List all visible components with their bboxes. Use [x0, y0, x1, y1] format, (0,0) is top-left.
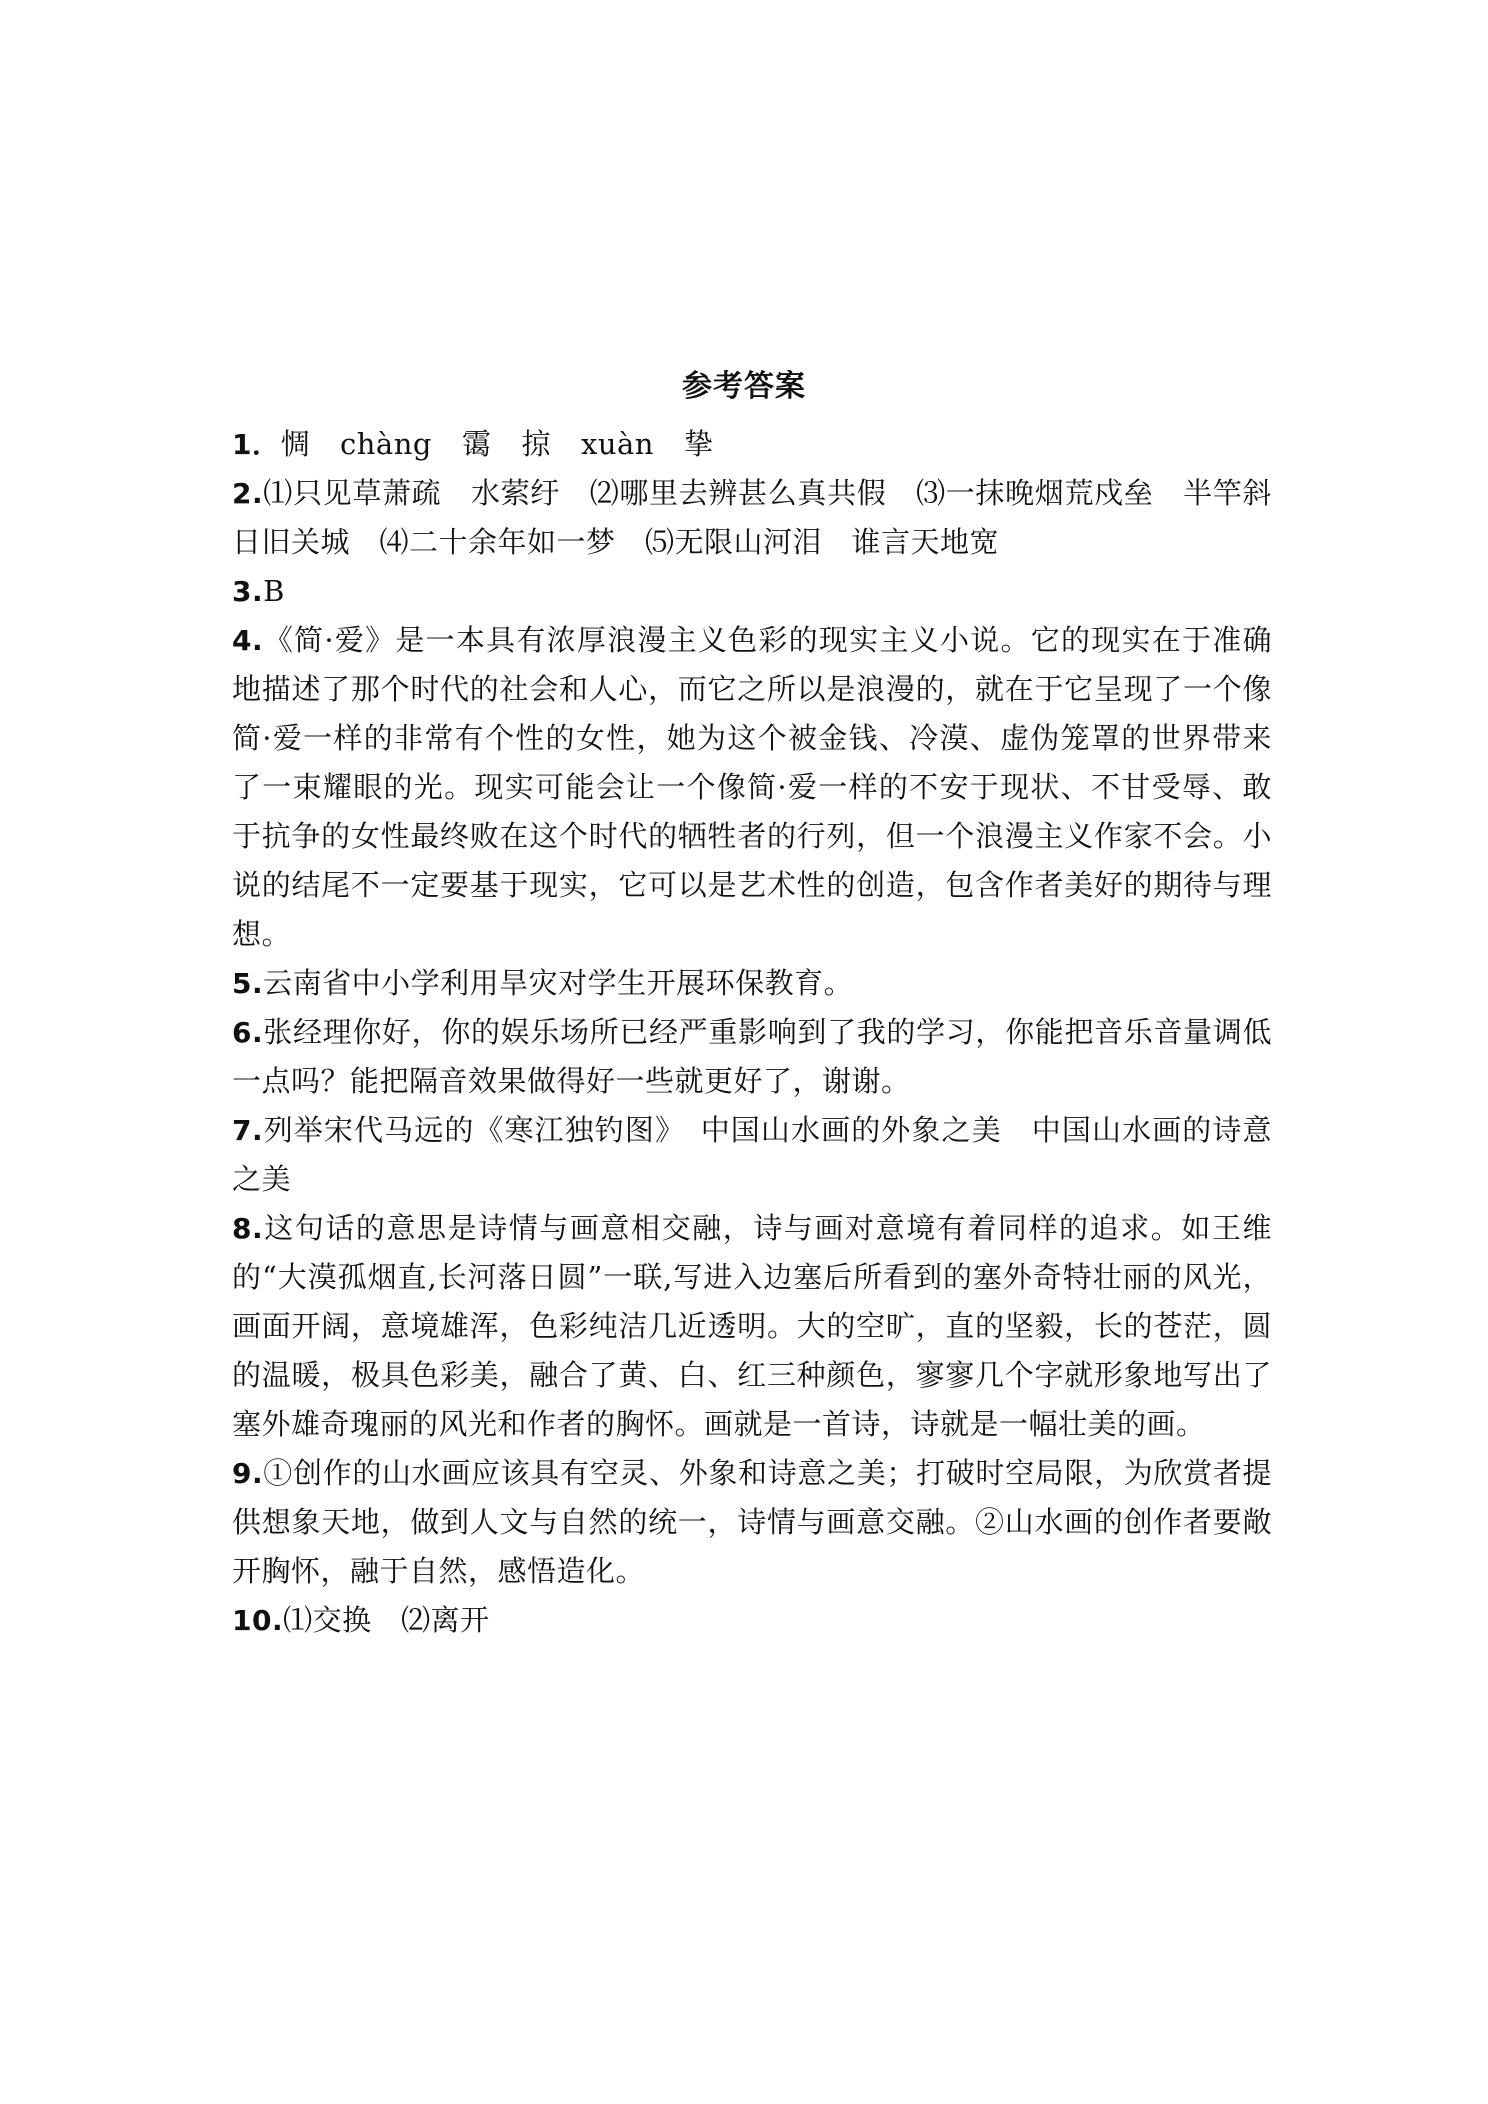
answer-list [232, 420, 1272, 1645]
answer-1-pinyin-2: xuàn [580, 427, 654, 461]
answer-number: 8. [232, 1212, 264, 1245]
answer-1-pinyin-1: chàng [340, 427, 432, 461]
answer-number: 5. [232, 967, 264, 1000]
answer-6 [232, 1008, 1272, 1106]
answer-text: ⑴只见草萧疏 水萦纡 ⑵哪里去辨甚么真共假 ⑶一抹晚烟荒戍垒 半竿斜日旧关城 ⑷二十余年如一梦 ⑸无限山河泪 谁言天地宽 [232, 476, 1272, 559]
answer-text: 云南省中小学利用旱灾对学生开展环保教育。 [263, 966, 854, 1000]
answer-number: 3. [232, 575, 264, 608]
answer-number: 4. [232, 624, 264, 657]
answer-text: ⑴交换 ⑵离开 [283, 1603, 490, 1637]
answer-3 [232, 567, 1272, 616]
answer-7 [232, 1106, 1272, 1204]
answer-number: 10. [232, 1604, 284, 1637]
answer-5 [232, 959, 1272, 1008]
answer-1-char-3: 掠 [521, 427, 551, 461]
answer-number: 2. [232, 477, 264, 510]
answer-text: 张经理你好，你的娱乐场所已经严重影响到了我的学习，你能把音乐音量调低一点吗？能把隔音效果做得好一些就更好了，谢谢。 [232, 1015, 1272, 1098]
answer-10 [232, 1596, 1272, 1645]
answer-1-char-2: 霭 [461, 427, 492, 461]
answer-9 [232, 1449, 1272, 1596]
answer-1-char-4: 挚 [683, 427, 714, 461]
page-title: 参考答案 [682, 369, 806, 404]
answer-text: ①创作的山水画应该具有空灵、外象和诗意之美；打破时空局限，为欣赏者提供想象天地，做到人文与自然的统一，诗情与画意交融。②山水画的创作者要敞开胸怀，融于自然，感悟造化。 [232, 1456, 1272, 1588]
answer-number: 9. [232, 1457, 264, 1490]
answer-4 [232, 616, 1272, 959]
answer-text: 《简·爱》是一本具有浓厚浪漫主义色彩的现实主义小说。它的现实在于准确地描述了那个时代的社会和人心，而它之所以是浪漫的，就在于它呈现了一个像简·爱一样的非常有个性的女性，她为这个被金钱、冷漠、虚伪笼罩的世界带来了一束耀眼的光。现实可能会让一个像简·爱一样的不安于现状、不甘受辱、敢于抗争的女性最终败在这个时代的牺牲者的行列，但一个浪漫主义作家不会。小说的结尾不一定要基于现实，它可以是艺术性的创造，包含作者美好的期待与理想。 [232, 623, 1272, 951]
answer-text: 列举宋代马远的《寒江独钓图》 中国山水画的外象之美 中国山水画的诗意之美 [232, 1113, 1272, 1196]
answer-number: 6. [232, 1016, 264, 1049]
answer-1-char-1: 惆 [280, 427, 310, 461]
answer-text: B [263, 574, 285, 608]
answer-text: 这句话的意思是诗情与画意相交融，诗与画对意境有着同样的追求。如王维的“大漠孤烟直,长河落日圆”一联,写进入边塞后所看到的塞外奇特壮丽的风光，画面开阔，意境雄浑，色彩纯洁几近透明。大的空旷，直的坚毅，长的苍茫，圆的温暖，极具色彩美，融合了黄、白、红三种颜色，寥寥几个字就形象地写出了塞外雄奇瑰丽的风光和作者的胸怀。画就是一首诗，诗就是一幅壮美的画。 [232, 1211, 1272, 1441]
answer-8 [232, 1204, 1272, 1449]
answer-2 [232, 469, 1272, 567]
answer-1 [232, 420, 1272, 469]
answer-number: 1． [232, 428, 281, 461]
answer-number: 7. [232, 1114, 264, 1147]
